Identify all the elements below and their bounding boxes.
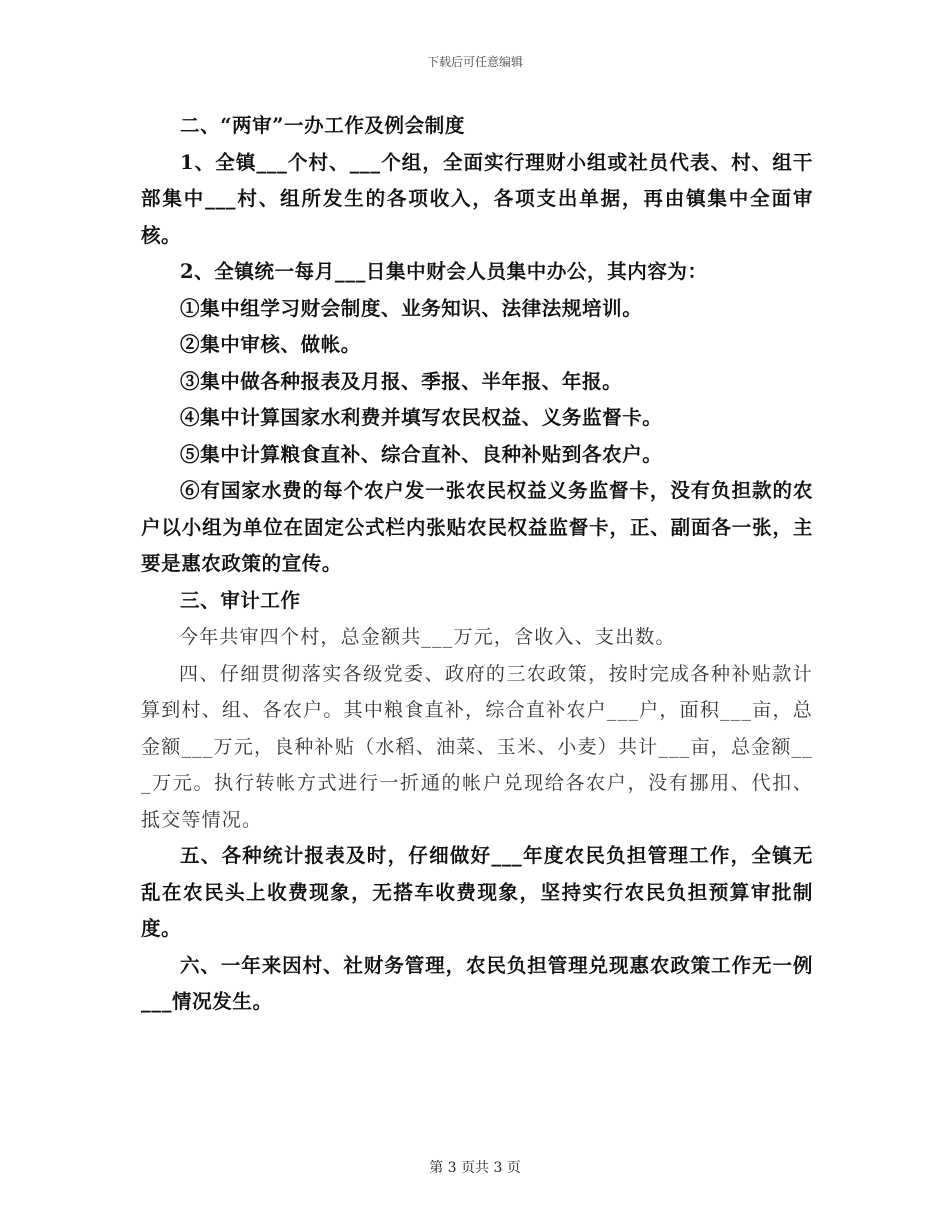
section-3-body: 今年共审四个村，总金额共___万元，含收入、支出数。 bbox=[179, 626, 676, 648]
section-2-item-2: 2、全镇统一每月___日集中财会人员集中办公，其内容为： bbox=[180, 260, 708, 283]
document-body bbox=[141, 108, 813, 1021]
section-4-body: 四、仔细贯彻落实各级党委、政府的三农政策，按时完成各种补贴款计算到村、组、各农户。其中粮食直补，综合直补农户___户，面积___亩，总金额___万元，良种补贴（水稻、油菜、玉米、小麦）共计___亩，总金额___万元。执行转帐方式进行一折通的帐户兑现给各农户，没有挪用、代扣、抵交等情况。 bbox=[141, 662, 813, 831]
section-2-item-1: 1、全镇___个村、___个组，全面实行理财小组或社员代表、村、组干部集中___村、组所发生的各项收入，各项支出单据，再由镇集中全面审核。 bbox=[141, 150, 813, 247]
section-2-heading: 二、“两审”一办工作及例会制度 bbox=[180, 114, 465, 137]
page-footer: 第 3 页共 3 页 bbox=[429, 1160, 521, 1176]
list-item-5: ⑤集中计算粮食直补、综合直补、良种补贴到各农户。 bbox=[180, 442, 663, 466]
section-6-body: 六、一年来因村、社财务管理，农民负担管理兑现惠农政策工作无一例___情况发生。 bbox=[141, 953, 813, 1013]
list-item-2: ②集中审核、做帐。 bbox=[180, 333, 361, 356]
list-item-6: ⑥有国家水费的每个农户发一张农民权益义务监督卡，没有负担款的农户以小组为单位在固定公式栏内张贴农民权益监督卡，正、副面各一张，主要是惠农政策的宣传。 bbox=[141, 479, 813, 575]
section-5-body: 五、各种统计报表及时，仔细做好___年度农民负担管理工作，全镇无乱在农民头上收费现象，无搭车收费现象，坚持实行农民负担预算审批制度。 bbox=[141, 844, 813, 940]
list-item-1: ①集中组学习财会制度、业务知识、法律法规培训。 bbox=[180, 296, 643, 320]
section-3-heading: 三、审计工作 bbox=[180, 588, 301, 612]
list-item-4: ④集中计算国家水利费并填写农民权益、义务监督卡。 bbox=[180, 406, 663, 429]
page-header: 下载后可任意编辑 bbox=[426, 55, 523, 69]
list-item-3: ③集中做各种报表及月报、季报、半年报、年报。 bbox=[180, 369, 623, 393]
